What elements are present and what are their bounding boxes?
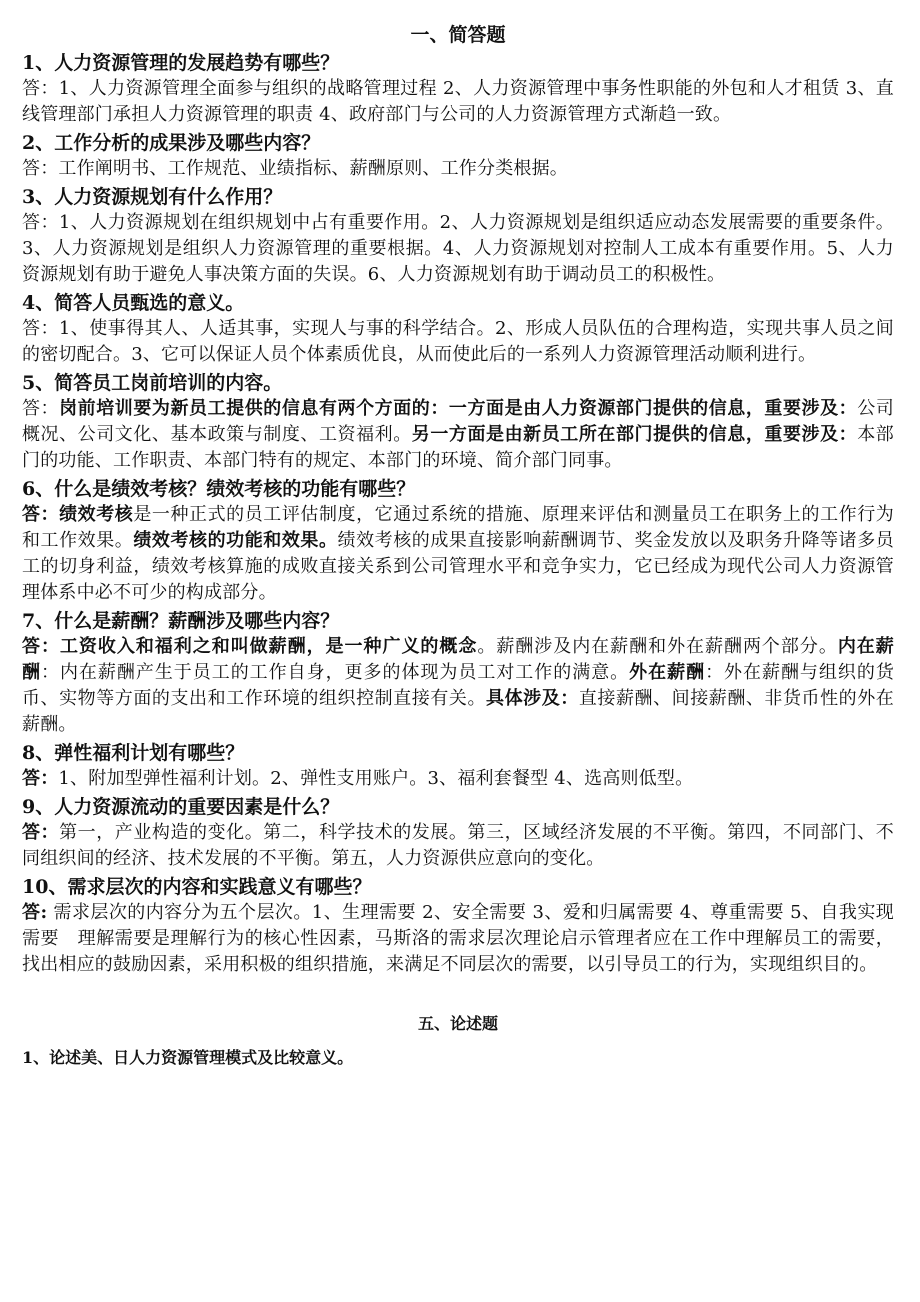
answer-bold-text: 内在薪酬	[22, 636, 894, 683]
question-9: 9、人力资源流动的重要因素是什么？	[22, 796, 340, 818]
question-1: 1、人力资源管理的发展趋势有哪些？	[22, 52, 340, 74]
question-5: 5、简答员工岗前培训的内容。	[22, 372, 283, 394]
answer-bold-text: 答：	[22, 822, 60, 843]
answer-1: 答：1、人力资源管理全面参与组织的战略管理过程 2、人力资源管理中事务性职能的外包和人才租赁 3、直线管理部门承担人力资源管理的职责 4、政府部门与公司的人力资源管理方式渐趋一致。	[22, 78, 894, 125]
answer-bold-text: 答：	[22, 768, 59, 789]
answer-10	[22, 900, 894, 978]
answer-text: 直接薪酬、间接薪酬、非货币性的外在薪酬。	[22, 688, 894, 735]
answer-bold-text: 答:	[22, 902, 48, 923]
question-6: 6、什么是绩效考核？绩效考核的功能有哪些？	[22, 478, 416, 500]
answer-text: ：内在薪酬产生于员工的工作自身，更多的体现为员工对工作的满意。	[40, 662, 630, 683]
answer-bold-text: 答：绩效考核	[22, 504, 134, 525]
answer-8	[22, 766, 894, 792]
answer-2: 答：工作阐明书、工作规范、业绩指标、薪酬原则、工作分类根据。	[22, 158, 568, 179]
essay-question-1: 1、论述美、日人力资源管理模式及比较意义。	[22, 1048, 354, 1067]
answer-text: 需求层次的内容分为五个层次。1、生理需要 2、安全需要 3、爱和归属需要 4、尊重需要 5、自我实现需要 理解需要是理解行为的核心性因素，马斯洛的需求层次理论启示管理者应在工作中理解员工的需要，找出相应的鼓励因素，采用积极的组织措施，来满足不同层次的需要，以引导员工的行为，实现组织目的。	[22, 902, 894, 975]
qa-list	[22, 50, 894, 978]
answer-7	[22, 634, 894, 738]
answer-bold-text: 岗前培训要为新员工提供的信息有两个方面的：一方面是由人力资源部门提供的信息，重要涉及：	[59, 398, 858, 419]
answer-text: 是一种正式的员工评估制度，它通过系统的措施、原理来评估和测量员工在职务上的工作行为和工作效果。	[22, 504, 894, 551]
answer-9	[22, 820, 894, 872]
question-8: 8、弹性福利计划有哪些？	[22, 742, 245, 764]
answer-text: 1、附加型弹性福利计划。2、弹性支用账户。3、福利套餐型 4、选高则低型。	[58, 768, 694, 789]
question-4: 4、简答人员甄选的意义。	[22, 292, 245, 314]
answer-bold-text: 绩效考核的功能和效果。	[133, 530, 338, 551]
answer-bold-text: 具体涉及：	[486, 688, 579, 709]
question-10: 10、需求层次的内容和实践意义有哪些？	[22, 876, 372, 898]
answer-text: 第一，产业构造的变化。第二，科学技术的发展。第三，区域经济发展的不平衡。第四，不同部门、不同组织间的经济、技术发展的不平衡。第五，人力资源供应意向的变化。	[22, 822, 894, 869]
answer-bold-text: 外在薪酬	[629, 662, 706, 683]
answer-5	[22, 396, 894, 474]
answer-text: 本部门的功能、工作职责、本部门特有的规定、本部门的环境、简介部门同事。	[22, 424, 894, 471]
question-7: 7、什么是薪酬？薪酬涉及哪些内容？	[22, 610, 340, 632]
answer-text: 。薪酬涉及内在薪酬和外在薪酬两个部分。	[477, 636, 838, 657]
section-title-short-answer: 一、简答题	[410, 24, 506, 46]
answer-bold-text: 另一方面是由新员工所在部门提供的信息，重要涉及：	[411, 424, 858, 445]
answer-3: 答：1、人力资源规划在组织规划中占有重要作用。2、人力资源规划是组织适应动态发展需要的重要条件。3、人力资源规划是组织人力资源管理的重要根据。4、人力资源规划对控制人工成本有重要作用。5、人力资源规划有助于避免人事决策方面的失误。6、人力资源规划有助于调动员工的积极性。	[22, 212, 894, 285]
answer-4: 答：1、使事得其人、人适其事，实现人与事的科学结合。2、形成人员队伍的合理构造，实现共事人员之间的密切配合。3、它可以保证人员个体素质优良，从而使此后的一系列人力资源管理活动顺利进行。	[22, 318, 894, 365]
answer-text: 公司概况、公司文化、基本政策与制度、工资福利。	[22, 398, 894, 445]
section-title-essay: 五、论述题	[417, 1014, 498, 1033]
question-2: 2、工作分析的成果涉及哪些内容？	[22, 132, 321, 154]
answer-bold-text: 答：工资收入和福利之和叫做薪酬，是一种广义的概念	[22, 636, 478, 657]
question-3: 3、人力资源规划有什么作用？	[22, 186, 283, 208]
answer-text: ：外在薪酬与组织的货币、实物等方面的支出和工作环境的组织控制直接有关。	[22, 662, 895, 709]
answer-text: 答：	[22, 398, 60, 419]
answer-text: 绩效考核的成果直接影响薪酬调节、奖金发放以及职务升降等诸多员工的切身利益，绩效考核算施的成败直接关系到公司管理水平和竞争实力，它已经成为现代公司人力资源管理体系中必不可少的构成部分。	[22, 530, 895, 603]
answer-6	[22, 502, 894, 606]
